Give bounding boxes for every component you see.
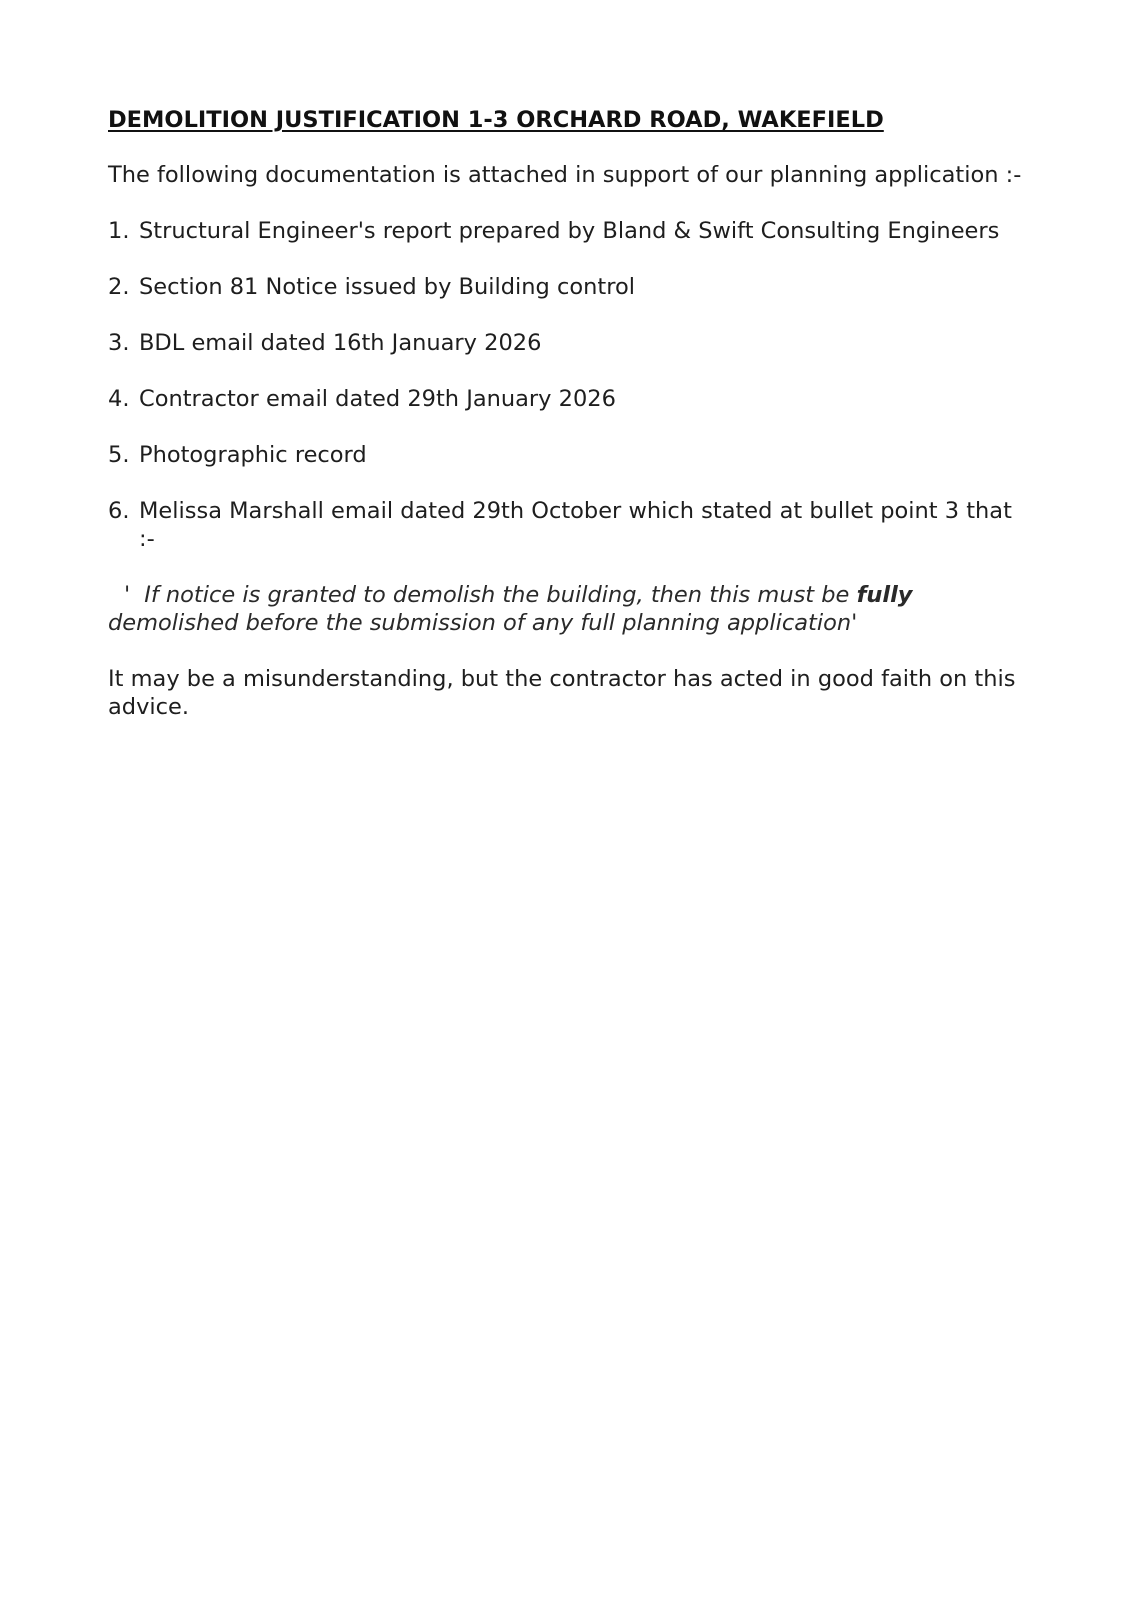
list-item-number: 3. [108, 330, 130, 356]
list-item [108, 385, 1028, 413]
list-item-text: Melissa Marshall email dated 29th October which stated at bullet point 3 that :- [139, 498, 1012, 552]
list-item-text: Photographic record [139, 442, 367, 468]
list-item [108, 441, 1028, 469]
quote-open-mark: ' [124, 582, 131, 608]
list-item [108, 273, 1028, 301]
quote-text-after: demolished before the submission of any full planning application' [108, 610, 858, 636]
quote-text-before: If notice is granted to demolish the building, then this must be [144, 582, 857, 608]
list-item-text: Section 81 Notice issued by Building control [139, 274, 635, 300]
list-item-text: Contractor email dated 29th January 2026 [139, 386, 616, 412]
list-item-number: 1. [108, 218, 130, 244]
list-item-number: 5. [108, 442, 130, 468]
list-item-text: BDL email dated 16th January 2026 [139, 330, 542, 356]
quoted-statement [108, 581, 1028, 637]
document-page [108, 106, 1028, 749]
list-item [108, 329, 1028, 357]
attachments-list [108, 217, 1028, 553]
intro-paragraph: The following documentation is attached in support of our planning application :- [108, 162, 1022, 188]
list-item-number: 6. [108, 498, 130, 524]
document-title: DEMOLITION JUSTIFICATION 1-3 ORCHARD ROAD, WAKEFIELD [108, 107, 884, 133]
list-item-number: 2. [108, 274, 130, 300]
closing-paragraph: It may be a misunderstanding, but the contractor has acted in good faith on this advice. [108, 666, 1016, 720]
list-item-number: 4. [108, 386, 130, 412]
list-item [108, 497, 1028, 553]
quote-emphasis: fully [856, 582, 913, 608]
list-item [108, 217, 1028, 245]
list-item-text: Structural Engineer's report prepared by Bland & Swift Consulting Engineers [139, 218, 1000, 244]
